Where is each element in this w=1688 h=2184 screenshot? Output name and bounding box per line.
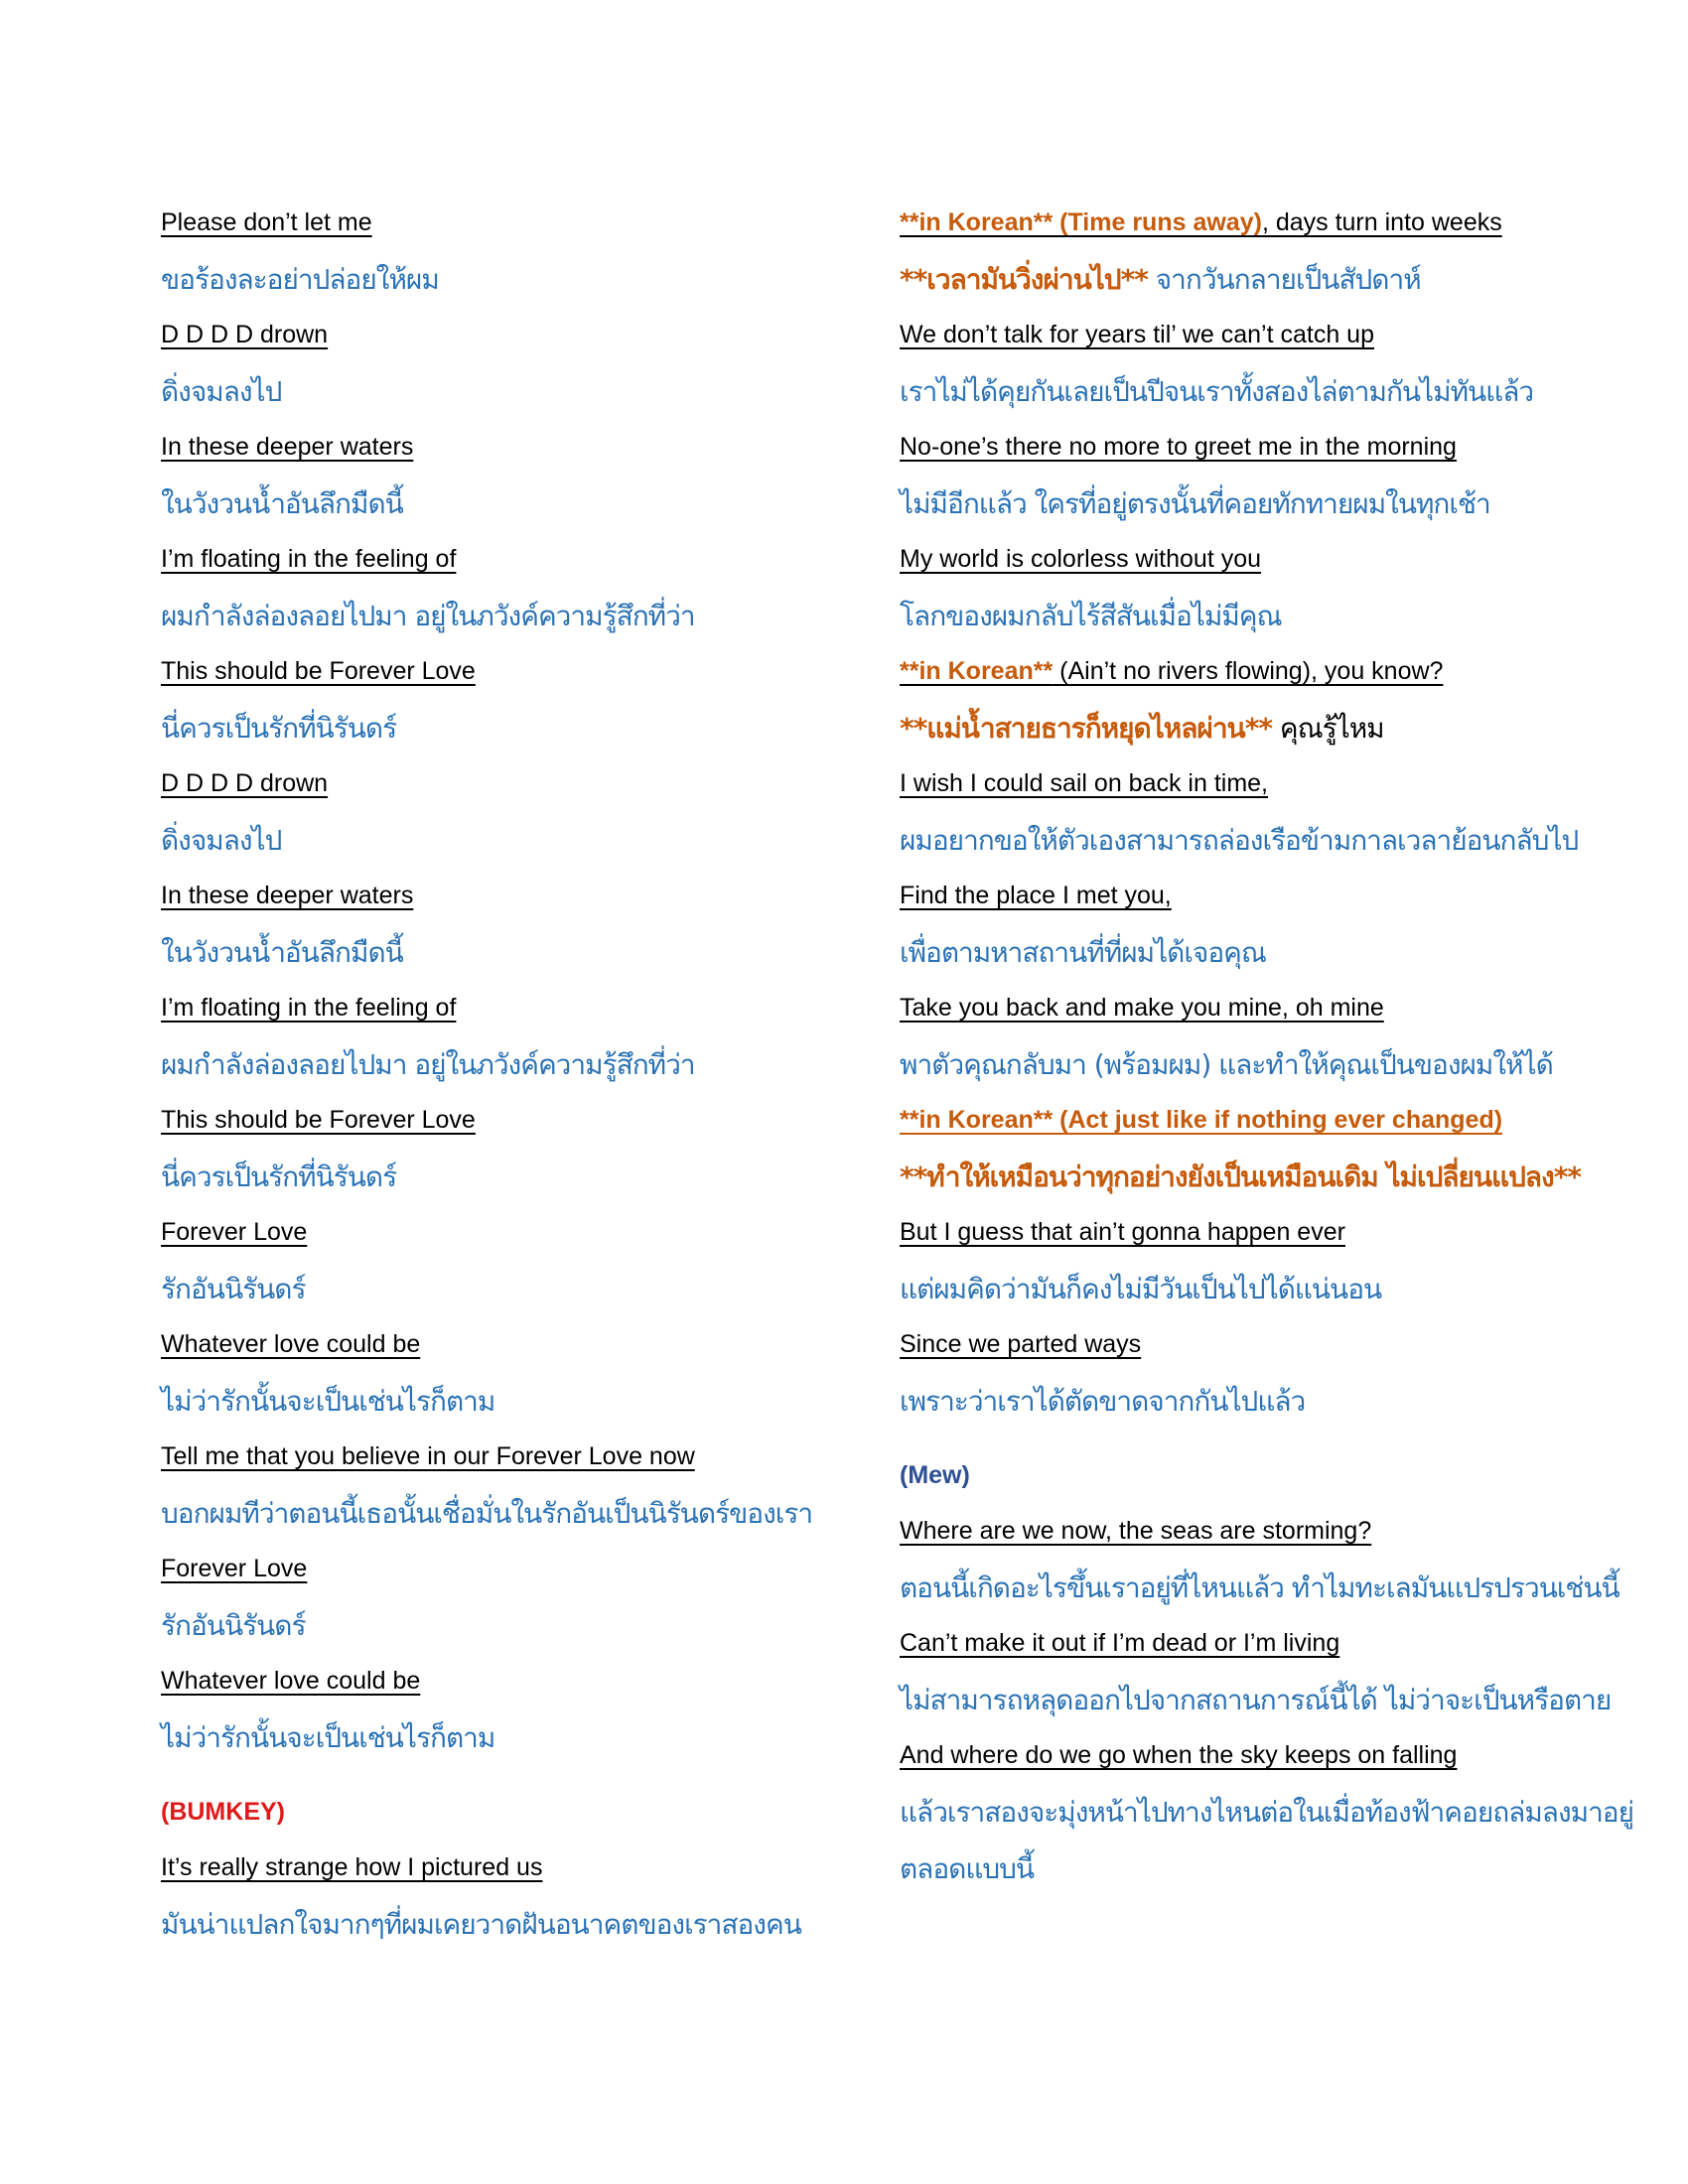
lyric-line-en: **in Korean** (Ain’t no rivers flowing), you know? (900, 657, 1444, 685)
lyric-line-en: Tell me that you believe in our Forever Love now (161, 1442, 695, 1470)
speaker-label-bumkey: (BUMKEY) (161, 1798, 285, 1826)
lyric-line-th: มันน่าแปลกใจมากๆที่ผมเคยวาดฝันอนาคตของเราสองคน (161, 1908, 801, 1941)
lyric-line-en: I wish I could sail on back in time, (900, 769, 1268, 797)
lyric-line-en: I’m floating in the feeling of (161, 994, 457, 1022)
lyric-line-th: แต่ผมคิดว่ามันก็คงไม่มีวันเป็นไปได้แน่นอน (900, 1273, 1382, 1305)
lyric-line-en: It’s really strange how I pictured us (161, 1853, 543, 1881)
lyric-line-en: We don’t talk for years til’ we can’t catch up (900, 321, 1374, 348)
lyric-line-th: ผมกำลังล่องลอยไปมา อยู่ในภวังค์ความรู้สึกที่ว่า (161, 600, 695, 632)
lyric-line-en: Since we parted ways (900, 1330, 1142, 1358)
lyric-line-en: In these deeper waters (161, 882, 414, 909)
lyric-line-th: ตอนนี้เกิดอะไรขึ้นเราอยู่ที่ไหนแล้ว ทำไมทะเลมันแปรปรวนเช่นนี้ (900, 1571, 1619, 1604)
lyric-line-en: And where do we go when the sky keeps on falling (900, 1741, 1458, 1769)
lyric-line-th: บอกผมทีว่าตอนนี้เธอนั้นเชื่อมั่นในรักอันเป็นนิรันดร์ของเรา (161, 1497, 813, 1530)
lyric-line-th: ไม่สามารถหลุดออกไปจากสถานการณ์นี้ได้ ไม่ว่าจะเป็นหรือตาย (900, 1684, 1612, 1716)
lyric-line-th: ไม่ว่ารักนั้นจะเป็นเช่นไรก็ตาม (161, 1721, 495, 1754)
lyric-line-en: I’m floating in the feeling of (161, 545, 457, 573)
lyric-line-en: Forever Love (161, 1218, 308, 1246)
lyric-line-en: **in Korean** (Act just like if nothing ever changed) (900, 1106, 1503, 1134)
lyric-line-en: This should be Forever Love (161, 657, 476, 685)
lyric-line-th: **เวลามันวิ่งผ่านไป** จากวันกลายเป็นสัปดาห์ (900, 263, 1421, 296)
lyric-line-th: ไม่ว่ารักนั้นจะเป็นเช่นไรก็ตาม (161, 1385, 495, 1418)
lyric-line-en: Please don’t let me (161, 208, 372, 236)
lyric-line-th-continued: ตลอดแบบนี้ (900, 1852, 1035, 1885)
lyric-line-th: **แม่น้ำสายธารก็หยุดไหลผ่าน** คุณรู้ไหม (900, 712, 1384, 745)
lyric-line-th: ดิ่งจมลงไป (161, 375, 282, 408)
lyric-line-th: นี่ควรเป็นรักที่นิรันดร์ (161, 1160, 397, 1193)
lyric-line-th: ในวังวนน้ำอันลึกมืดนี้ (161, 487, 403, 520)
lyric-line-en: D D D D drown (161, 769, 329, 797)
right-column (900, 206, 1634, 1908)
lyric-line-en: This should be Forever Love (161, 1106, 476, 1134)
lyric-line-en: In these deeper waters (161, 433, 414, 461)
lyric-line-en: My world is colorless without you (900, 545, 1262, 573)
lyric-line-th: ผมอยากขอให้ตัวเองสามารถล่องเรือข้ามกาลเวลาย้อนกลับไป (900, 824, 1579, 857)
left-column (161, 206, 886, 1964)
lyric-line-th: **ทำให้เหมือนว่าทุกอย่างยังเป็นเหมือนเดิม ไม่เปลี่ยนแปลง** (900, 1160, 1581, 1193)
lyric-line-th: รักอันนิรันดร์ (161, 1609, 306, 1642)
lyric-line-th: ไม่มีอีกแล้ว ใครที่อยู่ตรงนั้นที่คอยทักทายผมในทุกเช้า (900, 487, 1490, 520)
lyric-line-th: รักอันนิรันดร์ (161, 1273, 306, 1305)
lyric-line-th: โลกของผมกลับไร้สีสันเมื่อไม่มีคุณ (900, 600, 1282, 632)
lyric-line-en: Whatever love could be (161, 1667, 421, 1695)
lyric-line-th: ผมกำลังล่องลอยไปมา อยู่ในภวังค์ความรู้สึกที่ว่า (161, 1048, 695, 1081)
lyric-line-en: No-one’s there no more to greet me in the morning (900, 433, 1457, 461)
lyric-line-th: ดิ่งจมลงไป (161, 824, 282, 857)
lyric-line-th: นี่ควรเป็นรักที่นิรันดร์ (161, 712, 397, 745)
lyric-line-en: **in Korean** (Time runs away), days turn into weeks (900, 208, 1502, 236)
lyric-line-th: พาตัวคุณกลับมา (พร้อมผม) และทำให้คุณเป็นของผมให้ได้ (900, 1048, 1553, 1081)
lyric-line-th: ในวังวนน้ำอันลึกมืดนี้ (161, 936, 403, 969)
lyric-line-en: Take you back and make you mine, oh mine (900, 994, 1384, 1022)
lyric-line-en: Forever Love (161, 1555, 308, 1582)
lyric-line-th: ขอร้องละอย่าปล่อยให้ผม (161, 263, 439, 296)
lyric-line-en: Can’t make it out if I’m dead or I’m living (900, 1629, 1340, 1657)
lyric-line-th: แล้วเราสองจะมุ่งหน้าไปทางไหนต่อในเมื่อท้องฟ้าคอยถล่มลงมาอยู่ (900, 1796, 1634, 1829)
speaker-label-mew: (Mew) (900, 1461, 970, 1489)
lyric-line-th: เราไม่ได้คุยกันเลยเป็นปีจนเราทั้งสองไล่ตามกันไม่ทันแล้ว (900, 375, 1534, 408)
lyric-line-en: Find the place I met you, (900, 882, 1172, 909)
lyric-line-en: D D D D drown (161, 321, 329, 348)
lyric-line-en: Where are we now, the seas are storming? (900, 1517, 1372, 1545)
lyric-line-th: เพราะว่าเราได้ตัดขาดจากกันไปแล้ว (900, 1385, 1306, 1418)
lyric-line-en: Whatever love could be (161, 1330, 421, 1358)
lyric-line-th: เพื่อตามหาสถานที่ที่ผมได้เจอคุณ (900, 936, 1266, 969)
lyric-line-en: But I guess that ain’t gonna happen ever (900, 1218, 1345, 1246)
